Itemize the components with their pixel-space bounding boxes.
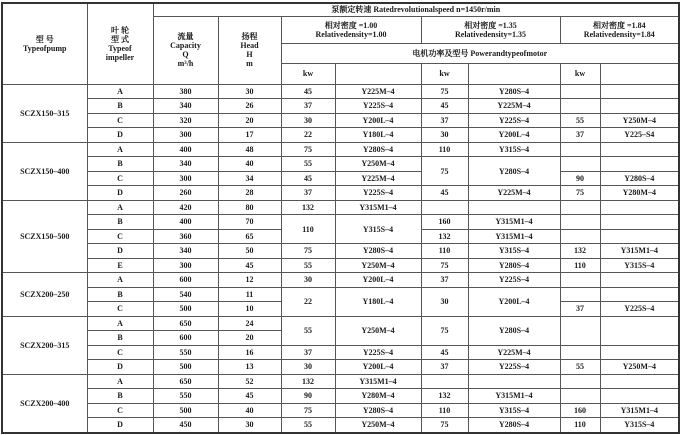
head-cell: 34: [218, 171, 281, 186]
motor-3-cell: [600, 99, 679, 114]
motor-1-cell: Y250M–4: [335, 316, 421, 345]
head-cell: 80: [218, 200, 281, 215]
motor-1-cell: Y250M–4: [335, 258, 421, 273]
pump-model-cell: SCZX150–400: [2, 142, 87, 200]
head-header-unit: m: [246, 59, 253, 68]
kw-3-cell: [560, 287, 600, 302]
head-header: [218, 16, 281, 84]
kw-3-cell: [560, 157, 600, 172]
motor-2-cell: Y200L–4: [468, 287, 560, 316]
motor-1-cell: Y250M–4: [335, 418, 421, 433]
motor-3-cell: [600, 316, 679, 345]
table-row: [2, 418, 679, 433]
motor-2-cell: Y225S–4: [468, 273, 560, 288]
motor-3-cell: Y250M–4: [600, 360, 679, 375]
kw-header: kw: [421, 63, 468, 84]
motor-1-cell: Y280S–4: [335, 403, 421, 418]
kw-2-cell: 37: [421, 273, 468, 288]
head-cell: 24: [218, 316, 281, 331]
motor-1-cell: Y200L–4: [335, 360, 421, 375]
kw-2-cell: 75: [421, 418, 468, 433]
kw-3-cell: [560, 273, 600, 288]
motor-3-cell: Y315S–4: [600, 418, 679, 433]
table-row: [2, 142, 679, 157]
motor-1-cell: Y280M–4: [335, 389, 421, 404]
capacity-header-symbol: Q: [182, 50, 189, 59]
kw-2-cell: 110: [421, 244, 468, 259]
density-cn: 相对密度 =1.00: [324, 20, 378, 30]
impeller-cell: A: [87, 200, 153, 215]
type-header-en: Typeofpump: [23, 43, 67, 53]
capacity-cell: 340: [153, 99, 218, 114]
head-cell: 30: [218, 84, 281, 99]
head-cell: 45: [218, 258, 281, 273]
motor-1-cell: Y200L–4: [335, 273, 421, 288]
head-cell: 52: [218, 374, 281, 389]
capacity-cell: 360: [153, 229, 218, 244]
kw-3-cell: 90: [560, 171, 600, 186]
capacity-cell: 600: [153, 331, 218, 346]
impeller-cell: B: [87, 157, 153, 172]
pump-model-cell: SCZX200–315: [2, 316, 87, 374]
kw-3-cell: 110: [560, 418, 600, 433]
kw-3-cell: [560, 99, 600, 114]
pump-performance-table: [1, 2, 680, 434]
impeller-cell: A: [87, 84, 153, 99]
kw-2-cell: 37: [421, 360, 468, 375]
capacity-cell: 340: [153, 244, 218, 259]
motor-3-cell: [600, 157, 679, 172]
motor-1-cell: Y315M1–4: [335, 374, 421, 389]
head-cell: 12: [218, 273, 281, 288]
head-cell: 28: [218, 186, 281, 201]
motor-2-cell: Y225M–4: [468, 186, 560, 201]
table-row: [2, 99, 679, 114]
pump-model-cell: SCZX200–400: [2, 374, 87, 433]
pump-model-cell: SCZX150–315: [2, 84, 87, 142]
table-row: [2, 403, 679, 418]
kw-3-cell: [560, 374, 600, 389]
density-en: Relativedensity=1.00: [315, 29, 387, 39]
motor-2-cell: [468, 374, 560, 389]
kw-2-cell: 75: [421, 84, 468, 99]
motor-3-cell: [600, 200, 679, 215]
head-cell: 65: [218, 229, 281, 244]
motor-2-cell: Y315S–4: [468, 403, 560, 418]
table-body: [2, 84, 679, 433]
impeller-cell: A: [87, 316, 153, 331]
motor-3-cell: Y225S–4: [600, 302, 679, 317]
head-cell: 45: [218, 389, 281, 404]
motor-3-cell: Y225–S4: [600, 128, 679, 143]
impeller-cell: D: [87, 128, 153, 143]
kw-3-cell: [560, 389, 600, 404]
density-en: Relativedensity=1.35: [455, 29, 526, 39]
table-row: [2, 186, 679, 201]
kw-3-cell: [560, 200, 600, 215]
motor-2-cell: Y315S–4: [468, 244, 560, 259]
head-cell: 10: [218, 302, 281, 317]
kw-1-cell: 75: [281, 403, 335, 418]
impeller-header-en2: impeller: [105, 52, 135, 62]
capacity-header-unit: m³/h: [177, 59, 194, 68]
kw-1-cell: 37: [281, 345, 335, 360]
kw-2-cell: 45: [421, 99, 468, 114]
kw-1-cell: 90: [281, 389, 335, 404]
head-cell: 40: [218, 157, 281, 172]
kw-2-cell: [421, 200, 468, 215]
kw-1-cell: 30: [281, 273, 335, 288]
head-cell: 40: [218, 403, 281, 418]
table-row: [2, 374, 679, 389]
kw-1-cell: 55: [281, 258, 335, 273]
density-cn: 相对密度 =1.35: [464, 20, 517, 30]
kw-3-cell: 132: [560, 244, 600, 259]
kw-1-cell: 22: [281, 128, 335, 143]
motor-3-cell: [600, 215, 679, 230]
motor-2-cell: Y225S–4: [468, 113, 560, 128]
type-header-cn: 型 号: [35, 34, 54, 44]
motor-2-cell: Y315S–4: [468, 142, 560, 157]
capacity-cell: 550: [153, 389, 218, 404]
head-cell: 30: [218, 418, 281, 433]
kw-2-cell: 75: [421, 258, 468, 273]
kw-3-cell: [560, 316, 600, 345]
pump-model-cell: SCZX150–500: [2, 200, 87, 273]
density-cn: 相对密度 =1.84: [593, 20, 646, 30]
kw-1-cell: 30: [281, 113, 335, 128]
head-header-cn: 扬程: [241, 32, 258, 41]
head-header-symbol: H: [246, 50, 253, 59]
head-header-en: Head: [240, 41, 259, 50]
table-row: [2, 215, 679, 230]
kw-1-cell: 75: [281, 142, 335, 157]
kw-2-cell: 30: [421, 287, 468, 316]
capacity-cell: 600: [153, 273, 218, 288]
capacity-cell: 650: [153, 316, 218, 331]
kw-2-cell: 30: [421, 128, 468, 143]
table-row: [2, 287, 679, 302]
kw-3-cell: [560, 142, 600, 157]
kw-header: kw: [281, 63, 335, 84]
motor-3-cell: Y315S–4: [600, 258, 679, 273]
kw-3-cell: 37: [560, 302, 600, 317]
capacity-cell: 540: [153, 287, 218, 302]
table-row: [2, 128, 679, 143]
kw-1-cell: 110: [281, 215, 335, 244]
motor-2-cell: [468, 200, 560, 215]
kw-2-cell: 37: [421, 113, 468, 128]
kw-3-cell: [560, 229, 600, 244]
kw-2-cell: 110: [421, 403, 468, 418]
table-row: [2, 171, 679, 186]
density-header-1: [281, 16, 421, 43]
motor-2-cell: Y315M1–4: [468, 215, 560, 230]
impeller-cell: A: [87, 273, 153, 288]
pump-model-cell: SCZX200–250: [2, 273, 87, 317]
table-row: [2, 360, 679, 375]
head-cell: 13: [218, 360, 281, 375]
capacity-cell: 550: [153, 345, 218, 360]
capacity-cell: 300: [153, 258, 218, 273]
capacity-cell: 380: [153, 84, 218, 99]
motor-1-cell: Y315S–4: [335, 215, 421, 244]
impeller-header: [87, 3, 153, 84]
capacity-cell: 450: [153, 418, 218, 433]
motor-2-cell: Y280S–4: [468, 84, 560, 99]
type-header: [2, 3, 87, 84]
capacity-cell: 500: [153, 302, 218, 317]
motor-3-cell: [600, 142, 679, 157]
impeller-cell: A: [87, 142, 153, 157]
kw-3-cell: 55: [560, 113, 600, 128]
kw-1-cell: 37: [281, 99, 335, 114]
kw-1-cell: 132: [281, 374, 335, 389]
motor-3-cell: [600, 287, 679, 302]
motor-1-cell: Y225S–4: [335, 186, 421, 201]
kw-3-cell: 160: [560, 403, 600, 418]
capacity-header-en: Capacity: [170, 41, 201, 50]
motor-1-cell: Y280S–4: [335, 244, 421, 259]
kw-1-cell: 37: [281, 186, 335, 201]
motor-2-cell: Y225M–4: [468, 99, 560, 114]
motor-type-header: [468, 63, 560, 84]
impeller-header-cn1: 叶 轮: [111, 25, 129, 35]
motor-2-cell: Y280S–4: [468, 418, 560, 433]
kw-1-cell: 30: [281, 360, 335, 375]
table-row: [2, 84, 679, 99]
capacity-header: [153, 16, 218, 84]
head-cell: 48: [218, 142, 281, 157]
kw-1-cell: 132: [281, 200, 335, 215]
kw-1-cell: 75: [281, 244, 335, 259]
motor-3-cell: Y250M–4: [600, 113, 679, 128]
kw-2-cell: 110: [421, 142, 468, 157]
motor-2-cell: Y225S–4: [468, 360, 560, 375]
head-cell: 20: [218, 331, 281, 346]
motor-type-header: [600, 63, 679, 84]
density-en: Relativedensity=1.84: [583, 29, 655, 39]
head-cell: 26: [218, 99, 281, 114]
kw-2-cell: 45: [421, 186, 468, 201]
impeller-cell: C: [87, 403, 153, 418]
kw-2-cell: 132: [421, 389, 468, 404]
motor-1-cell: Y280S–4: [335, 142, 421, 157]
impeller-cell: D: [87, 186, 153, 201]
kw-3-cell: [560, 215, 600, 230]
kw-1-cell: 22: [281, 287, 335, 316]
motor-1-cell: Y180L–4: [335, 128, 421, 143]
kw-2-cell: 132: [421, 229, 468, 244]
impeller-cell: A: [87, 374, 153, 389]
kw-3-cell: 55: [560, 360, 600, 375]
head-cell: 50: [218, 244, 281, 259]
motor-1-cell: Y225M–4: [335, 84, 421, 99]
head-cell: 11: [218, 287, 281, 302]
speed-header: 泵额定转速 Ratedrevolutionalspeed n=1450r/min: [153, 3, 679, 16]
motor-2-cell: Y315M1–4: [468, 389, 560, 404]
table-row: [2, 258, 679, 273]
impeller-cell: C: [87, 302, 153, 317]
kw-3-cell: 75: [560, 186, 600, 201]
motor-type-header: [335, 63, 421, 84]
motor-1-cell: Y225S–4: [335, 99, 421, 114]
impeller-cell: C: [87, 113, 153, 128]
kw-1-cell: 45: [281, 171, 335, 186]
kw-3-cell: [560, 84, 600, 99]
motor-2-cell: Y280S–4: [468, 157, 560, 186]
motor-3-cell: Y280S–4: [600, 171, 679, 186]
kw-2-cell: 160: [421, 215, 468, 230]
capacity-cell: 260: [153, 186, 218, 201]
impeller-header-cn2: 型 式: [111, 34, 129, 44]
motor-1-cell: Y315M1–4: [335, 200, 421, 215]
impeller-cell: B: [87, 99, 153, 114]
capacity-cell: 500: [153, 360, 218, 375]
motor-3-cell: Y315M1–4: [600, 403, 679, 418]
table-row: [2, 273, 679, 288]
capacity-cell: 400: [153, 142, 218, 157]
head-cell: 17: [218, 128, 281, 143]
kw-1-cell: 45: [281, 84, 335, 99]
capacity-cell: 500: [153, 403, 218, 418]
motor-1-cell: Y225M–4: [335, 171, 421, 186]
impeller-cell: B: [87, 331, 153, 346]
impeller-cell: B: [87, 389, 153, 404]
motor-1-cell: Y180L–4: [335, 287, 421, 316]
head-cell: 16: [218, 345, 281, 360]
motor-3-cell: [600, 273, 679, 288]
head-cell: 20: [218, 113, 281, 128]
impeller-cell: C: [87, 229, 153, 244]
motor-header: 电机功率及型号 Powerandtypeofmotor: [281, 43, 679, 63]
capacity-cell: 300: [153, 128, 218, 143]
table-row: [2, 244, 679, 259]
motor-3-cell: Y315M1–4: [600, 244, 679, 259]
motor-2-cell: Y225M–4: [468, 345, 560, 360]
kw-3-cell: 37: [560, 128, 600, 143]
motor-1-cell: Y225S–4: [335, 345, 421, 360]
capacity-cell: 340: [153, 157, 218, 172]
impeller-cell: D: [87, 244, 153, 259]
impeller-cell: E: [87, 258, 153, 273]
impeller-cell: D: [87, 418, 153, 433]
motor-3-cell: [600, 229, 679, 244]
kw-2-cell: 45: [421, 345, 468, 360]
capacity-cell: 320: [153, 113, 218, 128]
kw-3-cell: 110: [560, 258, 600, 273]
motor-1-cell: Y250M–4: [335, 157, 421, 172]
table-row: [2, 157, 679, 172]
motor-2-cell: Y280S–4: [468, 258, 560, 273]
motor-2-cell: Y280S–4: [468, 316, 560, 345]
motor-3-cell: [600, 345, 679, 360]
kw-1-cell: 55: [281, 418, 335, 433]
impeller-cell: C: [87, 345, 153, 360]
kw-3-cell: [560, 345, 600, 360]
density-header-3: [560, 16, 679, 43]
motor-3-cell: [600, 84, 679, 99]
table-row: [2, 389, 679, 404]
motor-3-cell: [600, 389, 679, 404]
kw-2-cell: [421, 374, 468, 389]
table-row: [2, 200, 679, 215]
capacity-cell: 300: [153, 171, 218, 186]
kw-2-cell: 75: [421, 316, 468, 345]
density-header-2: [421, 16, 560, 43]
capacity-header-cn: 流量: [177, 32, 194, 41]
capacity-cell: 400: [153, 215, 218, 230]
impeller-header-en1: Typeof: [108, 43, 132, 53]
motor-3-cell: [600, 374, 679, 389]
impeller-cell: B: [87, 215, 153, 230]
motor-3-cell: Y280M–4: [600, 186, 679, 201]
impeller-cell: D: [87, 360, 153, 375]
kw-header: kw: [560, 63, 600, 84]
impeller-cell: B: [87, 287, 153, 302]
impeller-cell: C: [87, 171, 153, 186]
table-row: [2, 113, 679, 128]
motor-1-cell: Y200L–4: [335, 113, 421, 128]
head-cell: 70: [218, 215, 281, 230]
capacity-cell: 650: [153, 374, 218, 389]
kw-1-cell: 55: [281, 157, 335, 172]
motor-2-cell: Y200L–4: [468, 128, 560, 143]
kw-1-cell: 55: [281, 316, 335, 345]
capacity-cell: 420: [153, 200, 218, 215]
kw-2-cell: 75: [421, 157, 468, 186]
table-row: [2, 345, 679, 360]
motor-2-cell: Y315M1–4: [468, 229, 560, 244]
table-row: [2, 316, 679, 331]
